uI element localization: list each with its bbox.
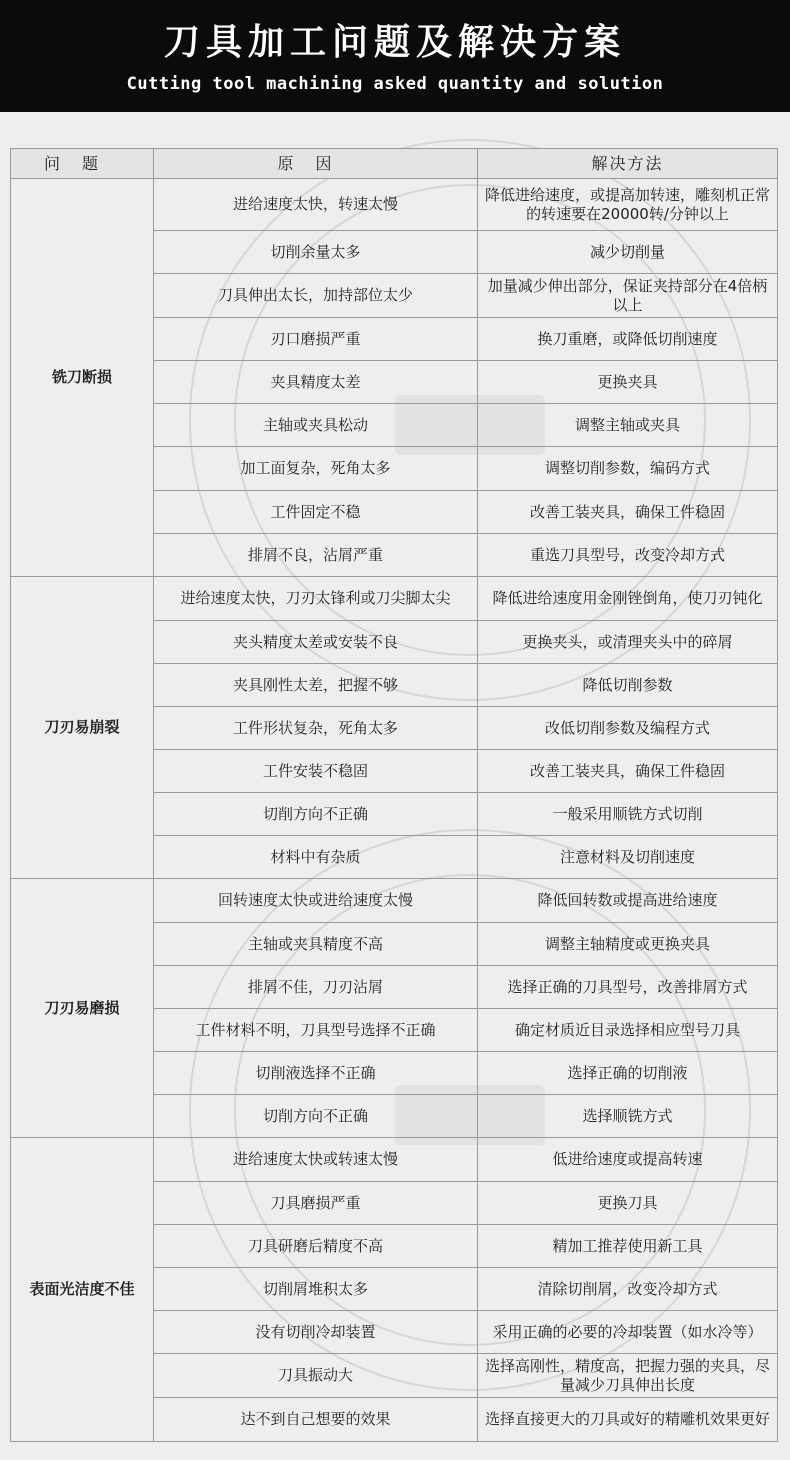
solution-cell: 改低切削参数及编程方式 bbox=[478, 707, 778, 750]
solution-cell: 降低回转数或提高进给速度 bbox=[478, 879, 778, 923]
cause-cell: 进给速度太快，刀刃太锋利或刀尖脚太尖 bbox=[154, 577, 478, 621]
column-header-cause: 原因 bbox=[154, 149, 478, 179]
cause-cell: 达不到自己想要的效果 bbox=[154, 1398, 478, 1442]
solution-cell: 换刀重磨，或降低切削速度 bbox=[478, 318, 778, 361]
solution-cell: 降低切削参数 bbox=[478, 664, 778, 707]
column-header-solution: 解决方法 bbox=[478, 149, 778, 179]
cause-cell: 排屑不佳，刀刃沾屑 bbox=[154, 966, 478, 1009]
solution-cell: 调整切削参数，编码方式 bbox=[478, 447, 778, 491]
cause-cell: 进给速度太快或转速太慢 bbox=[154, 1138, 478, 1182]
table-header-row bbox=[11, 149, 778, 179]
solution-cell: 采用正确的必要的冷却装置（如水冷等） bbox=[478, 1311, 778, 1354]
cause-cell: 刃口磨损严重 bbox=[154, 318, 478, 361]
solution-cell: 选择顺铣方式 bbox=[478, 1095, 778, 1138]
problem-cell: 铣刀断损 bbox=[11, 179, 154, 577]
solution-cell: 精加工推荐使用新工具 bbox=[478, 1225, 778, 1268]
cause-cell: 切削方向不正确 bbox=[154, 1095, 478, 1138]
solution-cell: 更换夹头，或清理夹头中的碎屑 bbox=[478, 621, 778, 664]
solution-cell: 降低进给速度用金刚锉倒角，使刀刃钝化 bbox=[478, 577, 778, 621]
cause-cell: 夹头精度太差或安装不良 bbox=[154, 621, 478, 664]
solution-cell: 低进给速度或提高转速 bbox=[478, 1138, 778, 1182]
cause-cell: 加工面复杂，死角太多 bbox=[154, 447, 478, 491]
solution-cell: 调整主轴或夹具 bbox=[478, 404, 778, 447]
solution-cell: 改善工装夹具，确保工件稳固 bbox=[478, 491, 778, 534]
cause-cell: 刀具磨损严重 bbox=[154, 1182, 478, 1225]
solution-cell: 选择正确的刀具型号，改善排屑方式 bbox=[478, 966, 778, 1009]
cause-cell: 主轴或夹具松动 bbox=[154, 404, 478, 447]
cause-cell: 切削液选择不正确 bbox=[154, 1052, 478, 1095]
cause-cell: 夹具刚性太差，把握不够 bbox=[154, 664, 478, 707]
cause-cell: 没有切削冷却装置 bbox=[154, 1311, 478, 1354]
cause-cell: 排屑不良，沾屑严重 bbox=[154, 534, 478, 577]
column-header-problem: 问题 bbox=[11, 149, 154, 179]
page-header bbox=[0, 0, 790, 112]
problem-cell: 表面光洁度不佳 bbox=[11, 1138, 154, 1442]
cause-cell: 材料中有杂质 bbox=[154, 836, 478, 879]
solution-cell: 一般采用顺铣方式切削 bbox=[478, 793, 778, 836]
problem-cell: 刀刃易磨损 bbox=[11, 879, 154, 1138]
solution-cell: 选择直接更大的刀具或好的精雕机效果更好 bbox=[478, 1398, 778, 1442]
page-title: 刀具加工问题及解决方案 bbox=[163, 21, 626, 63]
solution-cell: 重选刀具型号，改变冷却方式 bbox=[478, 534, 778, 577]
cause-cell: 工件形状复杂，死角太多 bbox=[154, 707, 478, 750]
problem-cell: 刀刃易崩裂 bbox=[11, 577, 154, 879]
cause-cell: 主轴或夹具精度不高 bbox=[154, 923, 478, 966]
solution-cell: 改善工装夹具，确保工件稳固 bbox=[478, 750, 778, 793]
solution-cell: 注意材料及切削速度 bbox=[478, 836, 778, 879]
cause-cell: 回转速度太快或进给速度太慢 bbox=[154, 879, 478, 923]
cause-cell: 工件安装不稳固 bbox=[154, 750, 478, 793]
solution-cell: 清除切削屑，改变冷却方式 bbox=[478, 1268, 778, 1311]
solution-cell: 减少切削量 bbox=[478, 231, 778, 274]
cause-cell: 刀具振动大 bbox=[154, 1354, 478, 1398]
cause-cell: 工件材料不明，刀具型号选择不正确 bbox=[154, 1009, 478, 1052]
solution-cell: 加量减少伸出部分，保证夹持部分在4倍柄以上 bbox=[478, 274, 778, 318]
cause-cell: 刀具伸出太长，加持部位太少 bbox=[154, 274, 478, 318]
solution-cell: 降低进给速度，或提高加转速，雕刻机正常的转速要在20000转/分钟以上 bbox=[478, 179, 778, 231]
table-row bbox=[11, 1138, 778, 1182]
solution-cell: 选择正确的切削液 bbox=[478, 1052, 778, 1095]
solutions-table bbox=[10, 148, 778, 1442]
page-subtitle: Cutting tool machining asked quantity and solution bbox=[126, 74, 664, 94]
cause-cell: 工件固定不稳 bbox=[154, 491, 478, 534]
cause-cell: 切削屑堆积太多 bbox=[154, 1268, 478, 1311]
solution-cell: 确定材质近目录选择相应型号刀具 bbox=[478, 1009, 778, 1052]
solution-cell: 更换刀具 bbox=[478, 1182, 778, 1225]
cause-cell: 刀具研磨后精度不高 bbox=[154, 1225, 478, 1268]
solution-cell: 更换夹具 bbox=[478, 361, 778, 404]
cause-cell: 切削方向不正确 bbox=[154, 793, 478, 836]
cause-cell: 进给速度太快，转速太慢 bbox=[154, 179, 478, 231]
solution-cell: 选择高刚性，精度高，把握力强的夹具，尽量减少刀具伸出长度 bbox=[478, 1354, 778, 1398]
cause-cell: 切削余量太多 bbox=[154, 231, 478, 274]
table-row bbox=[11, 577, 778, 621]
table-row bbox=[11, 879, 778, 923]
table-row bbox=[11, 179, 778, 231]
solution-cell: 调整主轴精度或更换夹具 bbox=[478, 923, 778, 966]
cause-cell: 夹具精度太差 bbox=[154, 361, 478, 404]
